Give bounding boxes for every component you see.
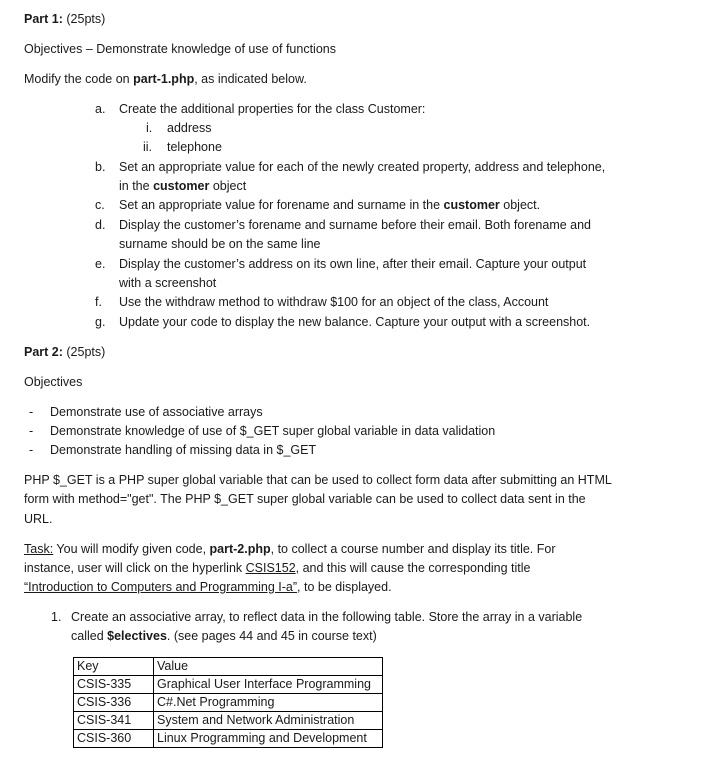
item-a-text: Create the additional properties for the class Customer: <box>119 102 426 116</box>
csis152-link[interactable]: CSIS152 <box>245 561 296 575</box>
item-d-text2: surname should be on the same line <box>119 237 321 251</box>
item-g-text: Update your code to display the new balance. Capture your output with a screenshot. <box>119 315 591 329</box>
item-f-text: Use the withdraw method to withdraw $100 for an object of the class, Account <box>119 295 549 309</box>
part2-heading: Part 2: (25pts) <box>24 345 106 359</box>
bullet-item: Demonstrate handling of missing data in $_GET <box>50 443 317 457</box>
part2-objectives: Objectives <box>24 375 83 389</box>
item-b-text1: Set an appropriate value for each of the newly created property, address and telephone, <box>119 160 606 174</box>
table-header-row <box>74 658 383 676</box>
get-para-line: form with method="get". The PHP $_GET super global variable can be used to collect data sent in the <box>24 492 586 506</box>
task-line-3: “Introduction to Computers and Programming I-a”, to be displayed. <box>24 580 392 594</box>
table-row <box>74 676 383 694</box>
part1-objectives: Objectives – Demonstrate knowledge of use of functions <box>24 42 336 56</box>
item-b-marker: b. <box>95 160 106 174</box>
table-cell-value: C#.Net Programming <box>154 694 383 712</box>
electives-table <box>73 657 383 748</box>
bullet-dash: - <box>29 405 34 419</box>
table-cell-key: CSIS-360 <box>74 730 154 748</box>
item-a-ii-marker: ii. <box>143 140 153 154</box>
table-cell-key: CSIS-335 <box>74 676 154 694</box>
item-g-marker: g. <box>95 315 106 329</box>
item-a-ii-text: telephone <box>167 140 222 154</box>
get-para-line: URL. <box>24 512 53 526</box>
task-line-2: instance, user will click on the hyperlink CSIS152, and this will cause the corresponding title <box>24 561 531 575</box>
item-a-i-marker: i. <box>146 121 153 135</box>
step1-text1: Create an associative array, to reflect data in the following table. Store the array in a variable <box>71 610 583 624</box>
table-cell-value: Linux Programming and Development <box>154 730 383 748</box>
item-c-marker: c. <box>95 198 105 212</box>
part1-heading: Part 1: (25pts) <box>24 12 106 26</box>
task-line-1: Task: You will modify given code, part-2.php, to collect a course number and display its title. For <box>24 542 556 556</box>
table-header-key: Key <box>74 658 154 676</box>
table-cell-value: Graphical User Interface Programming <box>154 676 383 694</box>
item-e-text2: with a screenshot <box>119 276 217 290</box>
step1-marker: 1. <box>51 610 62 624</box>
table-cell-key: CSIS-341 <box>74 712 154 730</box>
item-d-text1: Display the customer’s forename and surname before their email. Both forename and <box>119 218 592 232</box>
table-cell-key: CSIS-336 <box>74 694 154 712</box>
item-e-text1: Display the customer’s address on its own line, after their email. Capture your output <box>119 257 587 271</box>
item-a-i-text: address <box>167 121 212 135</box>
table-row <box>74 694 383 712</box>
table-cell-value: System and Network Administration <box>154 712 383 730</box>
bullet-item: Demonstrate use of associative arrays <box>50 405 263 419</box>
get-para-line: PHP $_GET is a PHP super global variable that can be used to collect form data after submitting an HTML <box>24 473 612 487</box>
bullet-dash: - <box>29 443 34 457</box>
table-row <box>74 712 383 730</box>
bullet-item: Demonstrate knowledge of use of $_GET super global variable in data validation <box>50 424 496 438</box>
item-b-text2: in the customer object <box>119 179 247 193</box>
item-c-text: Set an appropriate value for forename and surname in the customer object. <box>119 198 541 212</box>
item-a-marker: a. <box>95 102 106 116</box>
item-d-marker: d. <box>95 218 106 232</box>
item-e-marker: e. <box>95 257 106 271</box>
bullet-dash: - <box>29 424 34 438</box>
part1-modify: Modify the code on part-1.php, as indicated below. <box>24 72 307 86</box>
step1-text2: called $electives. (see pages 44 and 45 in course text) <box>71 629 377 643</box>
table-row <box>74 730 383 748</box>
item-f-marker: f. <box>95 295 102 309</box>
table-header-value: Value <box>154 658 383 676</box>
